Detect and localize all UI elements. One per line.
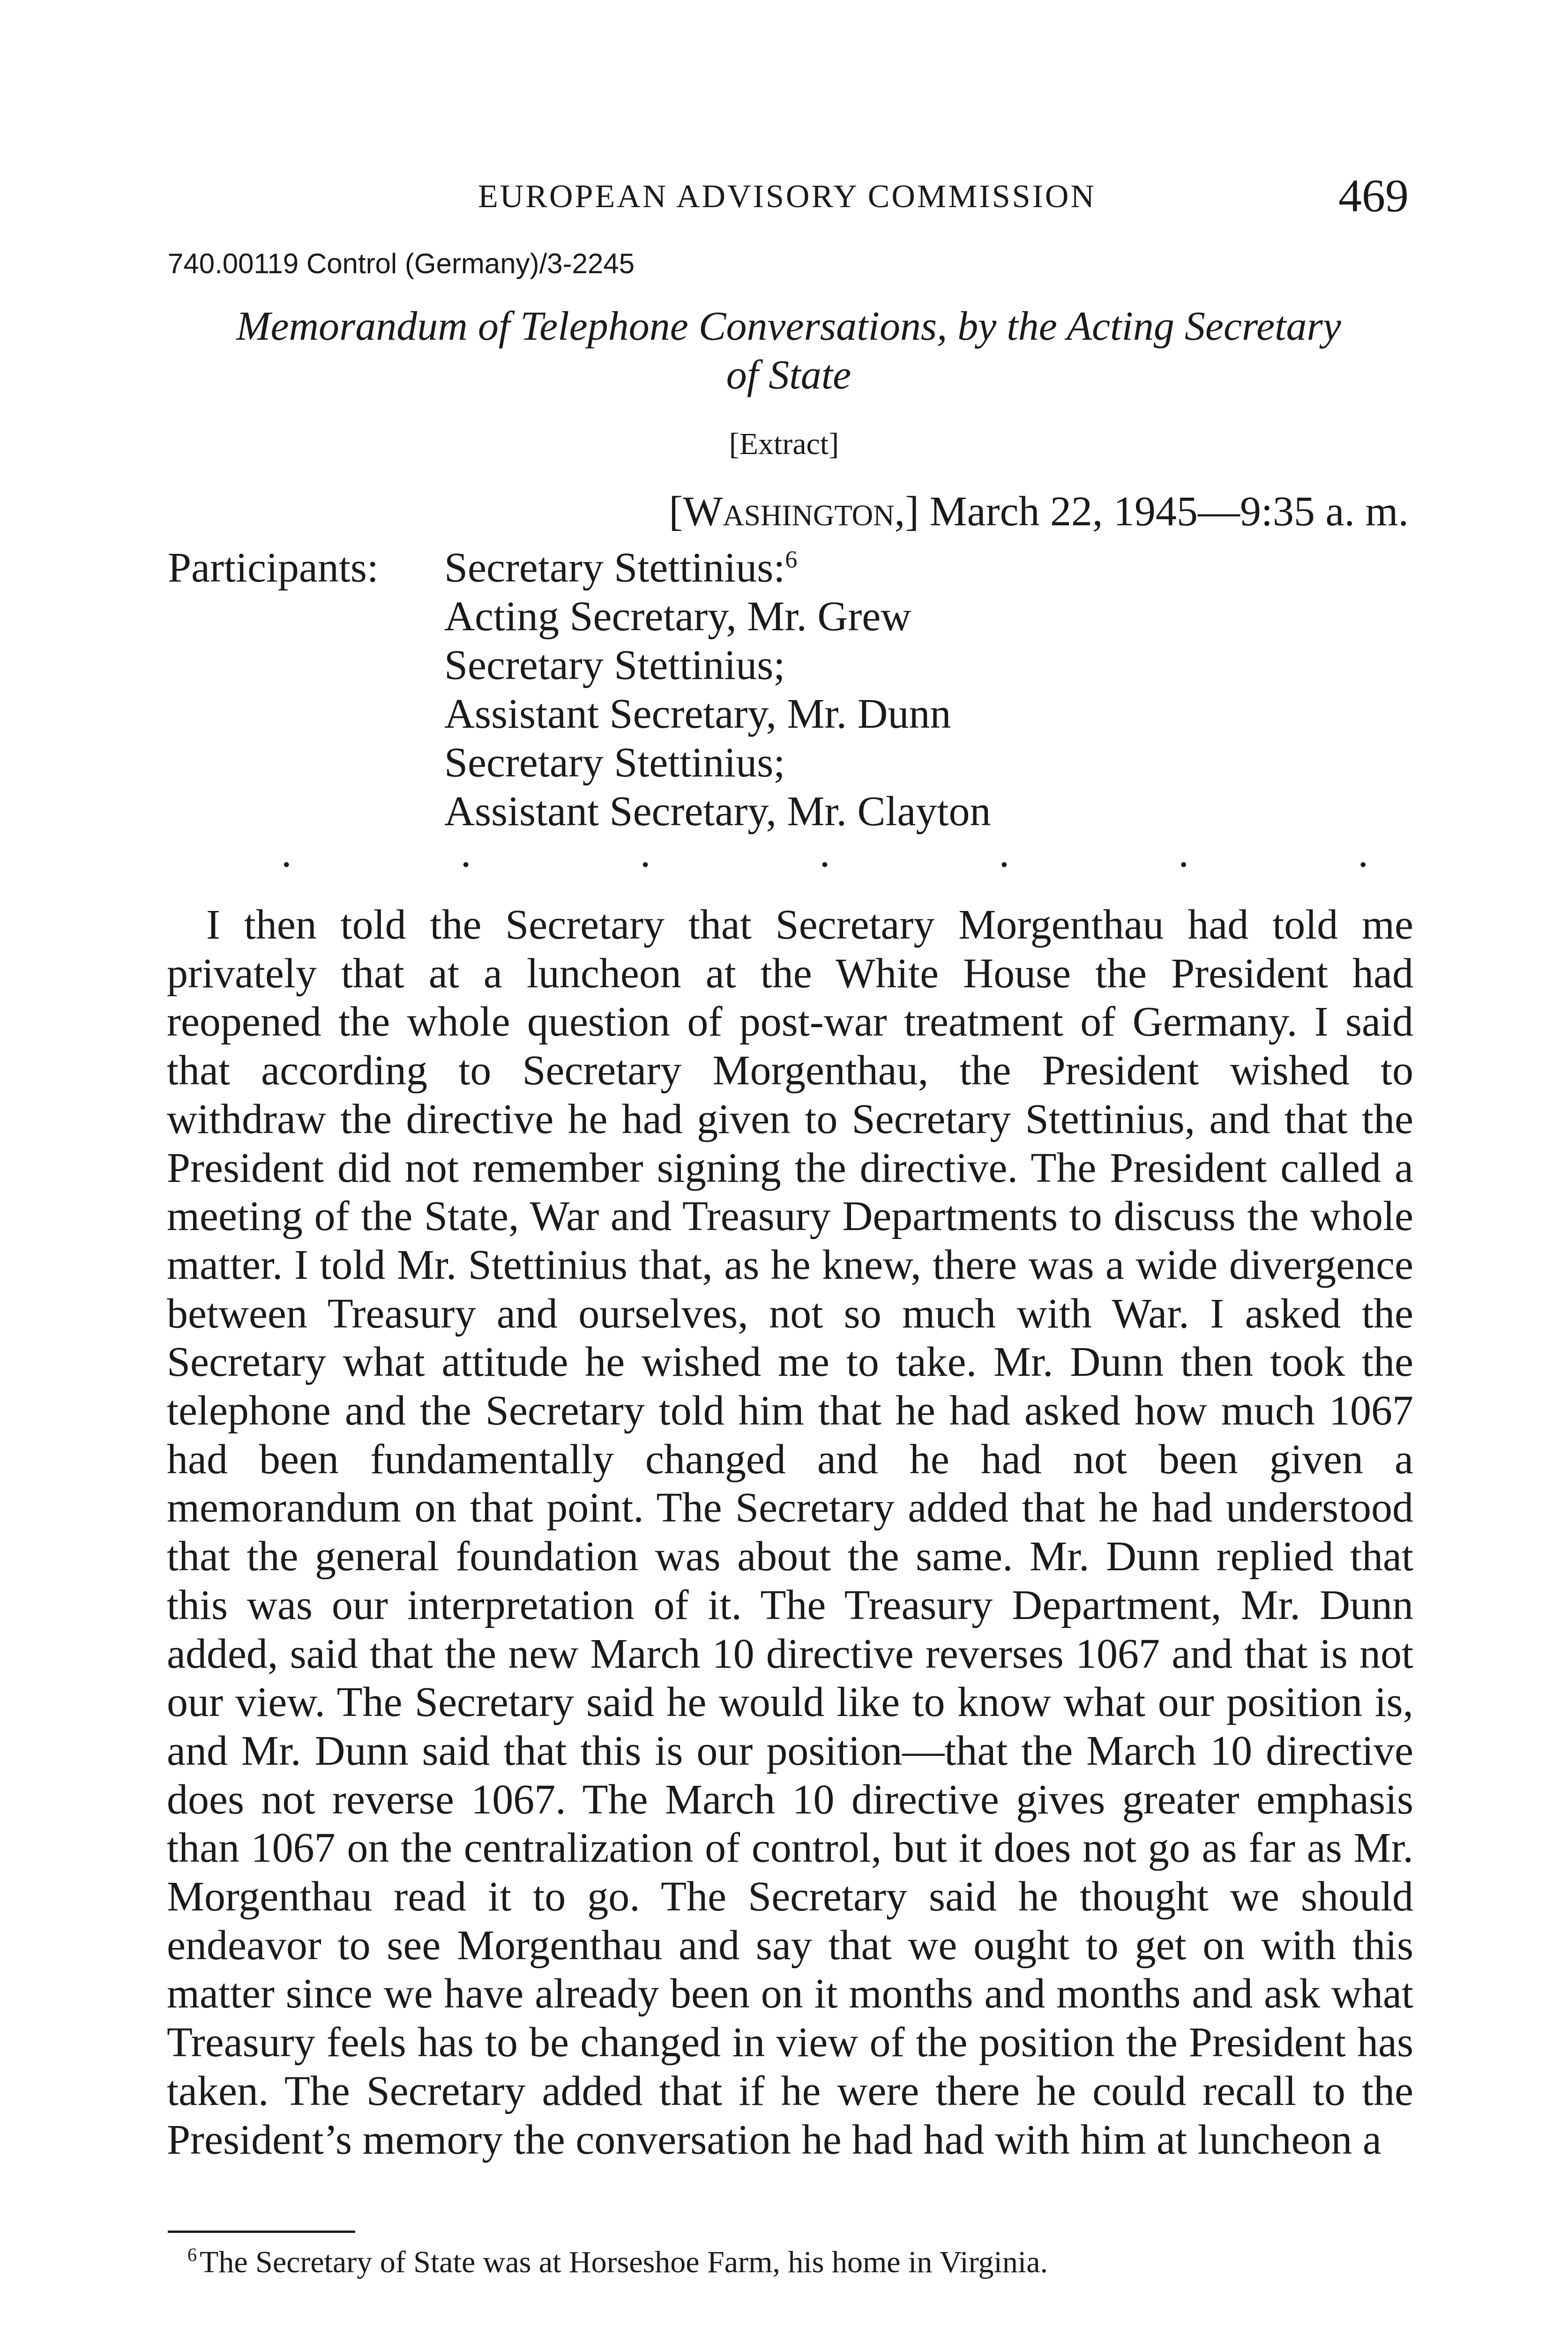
omission-dots [281,829,1368,876]
page-number: 469 [1338,170,1409,222]
footnote-marker: 6 [187,2244,197,2265]
participant-item: Secretary Stettinius; [444,642,785,688]
dateline-date-time: March 22, 1945—9:35 a. m. [929,488,1409,535]
participant-item: Secretary Stettinius; [444,739,785,786]
omission-dot: . [460,829,471,876]
file-number: 740.00119 Control (Germany)/3-2245 [168,248,635,279]
omission-dot: . [819,829,830,876]
participants-label: Participants: [168,545,379,591]
omission-dot: . [1358,829,1368,876]
footnote [187,2245,1048,2280]
extract-label: [Extract] [729,427,839,461]
omission-dot: . [999,829,1010,876]
document-title-line-2: of State [726,352,851,398]
running-title: EUROPEAN ADVISORY COMMISSION [478,179,1097,215]
document-title [168,302,1410,400]
footnote-reference: 6 [785,546,798,573]
omission-dot: . [640,829,651,876]
participants-list [444,544,991,836]
running-header [0,169,1568,225]
footnote-text: The Secretary of State was at Horseshoe Farm, his home in Virginia. [200,2245,1048,2279]
participant-item: Assistant Secretary, Mr. Dunn [444,691,951,737]
document-title-line-1: Memorandum of Telephone Conversations, by the Acting Secretary [236,304,1341,349]
participant-item: Acting Secretary, Mr. Grew [444,593,911,640]
dateline [669,487,1409,536]
participant-item: Secretary Stettinius:$^6$ [444,545,798,591]
footnote-divider [168,2231,355,2233]
omission-dot: . [281,829,292,876]
dateline-place: [Washington,] [669,488,919,535]
body-paragraph: I then told the Secretary that Secretary Morgenthau had told me privately that at a luncheon at the White House the President had reopened the whole question of post-war treatment of Germany. I said that according to Secretary Morgenthau, the President wished to withdraw the directive he had given to Secretary Stettinius, and that the President did not remember signing the directive. The President called a meeting of the State, War and Treasury Departments to discuss the whole matter. I told Mr. Stettinius that, as he knew, there was a wide divergence between Treasury and ourselves, not so much with War. I asked the Secretary what attitude he wished me to take. Mr. Dunn then took the telephone and the Secretary told him that he had asked how much 1067 had been fundamentally changed and he had not been given a memorandum on that point. The Secretary added that he had understood that the general foundation was about the same. Mr. Dunn replied that this was our interpretation of it. The Treasury Department, Mr. Dunn added, said that the new March 10 directive reverses 1067 and that is not our view. The Secretary said he would like to know what our position is, and Mr. Dunn said that this is our position—that the March 10 directive does not reverse 1067. The March 10 directive gives greater emphasis than 1067 on the centralization of control, but it does not go as far as Mr. Morgenthau read it to go. The Secretary said he thought we should endeavor to see Morgenthau and say that we ought to get on with this matter since we have already been on it months and months and ask what Treasury feels has to be changed in view of the position the President has taken. The Secretary added that if he were there he could recall to the President’s memory the conversation he had had with him at luncheon a [167,902,1413,2163]
participant-item: Assistant Secretary, Mr. Clayton [444,788,991,835]
omission-dot: . [1178,829,1189,876]
